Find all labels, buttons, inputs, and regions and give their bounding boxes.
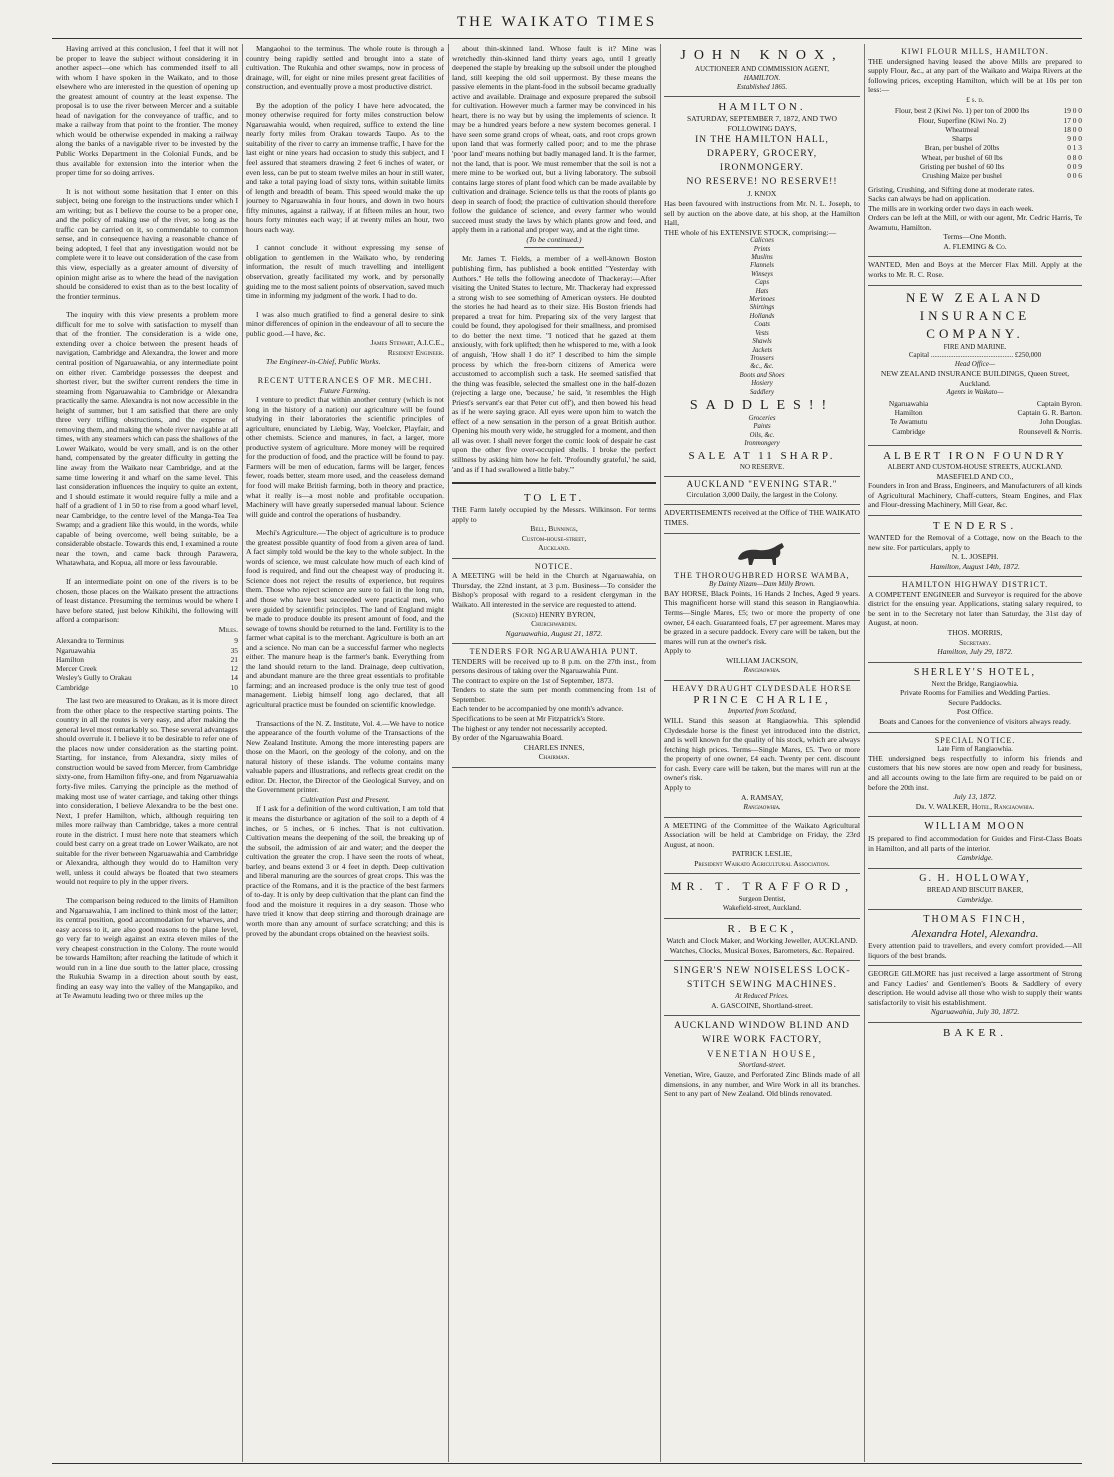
ad-date: Ngaruawahia, August 21, 1872.: [505, 628, 603, 638]
ad-text: Orders can be left at the Mill, or with our agent, Mr. Cedric Harris, Te Awamutu, Hamilton.: [868, 213, 1082, 232]
ad-subtitle: ALBERT AND CUSTOM-HOUSE STREETS, AUCKLAND.: [887, 463, 1063, 472]
article-paragraph: If I ask for a definition of the word cultivation, I am told that it means the disturbance or agitation of the soil to a depth of 4 inches, or 5 inches, or 6 inches. That is not cultivation. Cultivation means the deepening of the soil, the breaking up of the subsoil, the admission of air and water; and the deeper the cultivation the greater the crop. I have seen the roots of wheat, barley, and beans extend 3 or 4 feet in depth. Deep cultivation and liberal manuring are the sources of great crops. This was the practice of the Romans, and it is the practice of the best farmers of to-day. It is only by deep cultivation that the plant can find the food and the moisture it requires in a dry season. Those who have tried it know that deep stirring and thorough drainage are worth more than any amount of surface scratching; and this is proved by the abundant crops obtained on the heaviest soils.: [246, 804, 444, 938]
ad-text: WANTED, Men and Boys at the Mercer Flax Mill. Apply at the works to Mr. R. C. Rose.: [868, 260, 1082, 280]
masthead: THE WAIKATO TIMES: [456, 14, 658, 30]
ad-title: SINGER'S NEW NOISELESS LOCK-STITCH SEWING MACHINES.: [673, 966, 851, 991]
ad-tenders: [868, 516, 1082, 577]
ad-title: TENDERS.: [932, 520, 1018, 533]
ad-title: AUCKLAND "EVENING STAR.": [686, 479, 838, 490]
ad-title: NEW ZEALAND INSURANCE COMPANY.: [906, 289, 1044, 341]
ad-evening-star: [664, 477, 860, 505]
ad-window-blind: [664, 1016, 860, 1103]
ad-text: NEW ZEALAND INSURANCE BUILDINGS, Queen Street, Auckland.: [880, 368, 1070, 388]
ad-signature: Chairman.: [538, 752, 570, 762]
ad-subtitle: Surgeon Dentist,: [738, 895, 786, 904]
ad-text: By order of the Ngaruawahia Board.: [452, 733, 563, 743]
price-table: [868, 106, 1082, 180]
table-row: Hamilton 21: [56, 654, 238, 664]
ad-title: SPECIAL NOTICE.: [934, 735, 1016, 745]
ad-john-knox: [664, 44, 860, 97]
ad-text: The highest or any tender not necessarily accepted.: [452, 723, 608, 733]
ad-title: HAMILTON HIGHWAY DISTRICT.: [901, 580, 1049, 590]
ad-title: THE THOROUGHBRED HORSE WAMBA,: [674, 570, 850, 580]
ad-text: The mills are in working order two days in each week.: [868, 203, 1034, 213]
ad-special-notice: [868, 733, 1082, 818]
ad-subtitle: Wakefield-street, Auckland.: [722, 904, 802, 913]
ad-subtitle: AUCTIONEER AND COMMISSION AGENT,: [694, 65, 830, 73]
ad-title: HEAVY DRAUGHT CLYDESDALE HORSE: [672, 683, 852, 693]
ad-signature: A. FLEMING & Co.: [943, 241, 1007, 251]
ad-subtitle: At Reduced Prices.: [735, 992, 789, 1001]
ad-headline: Alexandra Hotel, Alexandra.: [911, 928, 1039, 941]
ad-signature: Bell, Bunnings,: [530, 524, 578, 534]
ad-reserve: NO RESERVE! NO RESERVE!!: [686, 177, 838, 188]
ad-singer: [664, 961, 860, 1016]
ad-subtitle: HAMILTON.: [743, 73, 781, 82]
table-row: Wheatmeal 18 0 0: [945, 124, 1082, 134]
ad-notice: [452, 559, 656, 644]
ad-text: Post Office.: [956, 707, 994, 717]
article-paragraph: If an intermediate point on one of the rivers is to be chosen, those places on the Waikato present the attractions of least distance. Presuming the terminus would be where I have before stated, just below Kihikihi, the following will afford a comparison:: [56, 576, 238, 625]
ad-signature: Rangiaowhia.: [743, 802, 781, 812]
ad-title: ALBERT IRON FOUNDRY: [883, 450, 1067, 463]
article-paragraph: Mechi's Agriculture.—The object of agriculture is to produce the greatest possible quantity of food from a given area of land. A fact simply told would be the key to the whole subject. In the words of science, we must calculate how much of each kind of food is required, and find out the cheapest way of producing it. Science does not reject the results of experience, but requires them. Those who reject science are sure to fail in the long run, and those who have best succeeded were practical men, who were guided by scientific principles. The land of England might be made to produce double its present amount of food, and the sewage of towns should be returned to the land. Fertility is to the farmer what capital is to the merchant. Agriculture is both an art and a science. No man can be a successful farmer who neglects either. The manure heap is the farmer's bank. Everything from the land should return to the land. Drainage, deep cultivation, and abundant manure are the three great essentials to profitable farming; and an increased produce is the only true test of good management. Liebig himself long ago declared, that all agricultural practice must be founded on scientific knowledge.: [246, 528, 444, 709]
ad-venue: IN THE HAMILTON HALL,: [695, 135, 829, 146]
ad-headline: MASEFIELD AND CO.,: [936, 471, 1014, 481]
article-paragraph: I was also much gratified to find a general desire to sink minor differences of opinion in the endeavour of all to secure the public good.—I have, &c.: [246, 309, 444, 338]
ad-subtitle: By Dainty Nizam—Dam Milly Brown.: [708, 580, 816, 589]
ad-subtitle: Late Firm of Rangiaowhia.: [937, 745, 1013, 754]
ad-title: BAKER.: [942, 1027, 1008, 1040]
ad-headline: PRINCE CHARLIE,: [693, 694, 831, 707]
ad-text: Apply to: [664, 782, 691, 792]
ad-signature: N. L. JOSEPH.: [951, 552, 999, 562]
section-subheading: Future Farming.: [319, 385, 371, 395]
ad-signature: PATRICK LESLIE,: [731, 849, 793, 859]
ad-signature: Custom-house-street,: [521, 533, 587, 543]
ad-text: Private Rooms for Families and Wedding Parties.: [899, 688, 1051, 698]
signature-title: Resident Engineer.: [387, 347, 444, 357]
ad-title: TENDERS FOR NGARUAWAHIA PUNT.: [469, 647, 639, 657]
table-row: Wheat, per bushel of 60 lbs 0 8 0: [921, 152, 1082, 162]
table-row: Te Awamutu John Douglas.: [889, 417, 1082, 427]
ad-sherleys-hotel: [868, 663, 1082, 733]
ad-text: WANTED for the Removal of a Cottage, now on the Beach to the new site. For particulars, apply to: [868, 533, 1082, 552]
ad-signature: Churchwarden.: [531, 619, 577, 629]
column-5: [868, 44, 1082, 1462]
table-row: Gristing per bushel of 60 lbs 0 0 9: [919, 162, 1082, 172]
ad-text: BAY HORSE, Black Points, 16 Hands 2 Inches, Aged 9 years. This magnificent horse will stand this season in Rangiaowhia. Terms—Single Mares, £5; two or more the property of one owner, £4 each. Guaranteed foals, £7 per agreement. Mares may be grazed in a secure paddock. Every care will be taken, but the mares will run at the owner's risk.: [664, 588, 860, 646]
ad-subtitle: Head Office—: [954, 360, 996, 369]
ad-highway-district: [868, 577, 1082, 662]
article-paragraph: Transactions of the N. Z. Institute, Vol. 4.—We have to notice the appearance of the fourth volume of the Transactions of the New Zealand Institute. Among the more interesting papers are those on the Maori, on the geology of the colony, and on the natural history of these islands. The volume contains many valuable papers and illustrations, and reflects great credit on the editor. Dr. Hector, the Director of the Geological Survey, and on the Government printer.: [246, 718, 444, 795]
ad-signature: WILLIAM JACKSON,: [726, 655, 798, 665]
ad-signature: A. GASCOINE, Shortland-street.: [711, 1000, 813, 1010]
ad-terms: Terms—One Month.: [943, 232, 1007, 242]
ad-text: IS prepared to find accommodation for Guides and First-Class Boats in Hamilton, and all parts of the interior.: [868, 834, 1082, 853]
ad-signature: THOS. MORRIS,: [947, 627, 1003, 637]
ad-place: Cambridge.: [956, 894, 994, 904]
horse-icon: [734, 541, 790, 567]
ad-text: Apply to: [664, 646, 691, 656]
ad-text: A COMPETENT ENGINEER and Surveyor is required for the above district for the ensuing year. Applications, stating salary required, to be sent in to the Secretary not later than Saturday, the 31st day of August, at noon.: [868, 589, 1082, 628]
masthead-rule: [52, 38, 1082, 39]
ad-beck: [664, 919, 860, 961]
ad-text: Secure Paddocks.: [948, 697, 1002, 707]
signature-addressee: The Engineer-in-Chief, Public Works.: [266, 357, 381, 367]
section-heading: RECENT UTTERANCES OF MR. MECHI.: [257, 375, 433, 385]
ad-tenders-punt: [452, 644, 656, 768]
ad-text: Founders in Iron and Brass, Engineers, and Manufacturers of all kinds of Agricultural Machinery, Chaff-cutters, Steam Engines, and Flax and Flour-dressing Machinery, Mill Gear, &c.: [868, 481, 1082, 510]
table-row: Sharps 9 0 0: [951, 134, 1082, 144]
table-row: Bran, per bushel of 20lbs 0 1 3: [924, 143, 1082, 153]
ad-text: The contract to expire on the 1st of September, 1873.: [452, 675, 614, 685]
ad-holloway: [868, 869, 1082, 910]
ad-subtitle: BREAD AND BISCUIT BAKER,: [926, 885, 1024, 894]
table-row: Flour, best 2 (Kiwi No. 1) per ton of 2000 lbs 19 0 0: [894, 106, 1082, 116]
ad-signature: President Waikato Agricultural Association.: [694, 858, 830, 868]
ad-to-let: [452, 488, 656, 559]
ad-title: THOMAS FINCH,: [923, 914, 1027, 926]
ad-text: Gristing, Crushing, and Sifting done at moderate rates.: [868, 184, 1035, 194]
ad-signature: A. RAMSAY,: [741, 792, 783, 802]
ad-gilmore: [868, 966, 1082, 1023]
ad-text: THE whole of his EXTENSIVE STOCK, comprising:—: [664, 227, 837, 237]
ad-signature: Auckland.: [538, 543, 570, 553]
ad-text: TENDERS will be received up to 8 p.m. on the 27th inst., from persons desirous of taking over the Ngaruawahia Punt.: [452, 656, 656, 676]
article-paragraph: It is not without some hesitation that I enter on this subject, being one foreign to the instructions under which I am writing; but as I believe the course to be a proper one, and the policy of making use of the river, so long as the traffic can be carried on it, so commendable to common sense, and in consequence having a reasonable chance of being adopted, I feel that any investigation would not be complete were it to leave out consideration of the case from this view, especially as a greater amount of diversity of opinion might arise as to where the head of the navigation should be considered to exist than as to the best locality of the frontier terminus.: [56, 186, 238, 301]
table-row: Cambridge 10: [56, 682, 238, 692]
table-row: Ngaruawahia 35: [56, 645, 238, 655]
ad-wanted-men: [868, 257, 1082, 285]
ad-date: Ngaruawahia, July 30, 1872.: [930, 1007, 1020, 1017]
ad-text: Sacks can always be had on application.: [868, 194, 991, 204]
ad-text: THE Farm lately occupied by the Messrs. Wilkinson. For terms apply to: [452, 505, 656, 524]
ad-meeting: [664, 818, 860, 875]
ad-date: July 13, 1872.: [953, 792, 997, 802]
ad-subtitle: Established 1865.: [736, 82, 788, 91]
ad-reserve: NO RESERVE.: [739, 462, 785, 471]
ad-subtitle: FIRE AND MARINE.: [943, 342, 1007, 351]
ad-text: THE undersigned begs respectfully to inform his friends and customers that his new stores are now open and ready for business, and all accounts owing to the late firm are required to be paid on or before the 20th inst.: [868, 753, 1082, 792]
ad-text: Circulation 3,000 Daily, the largest in the Colony.: [686, 489, 838, 499]
signature: James Stewart, A.I.C.E.,: [370, 338, 444, 348]
table-row: Alexandra to Terminus 9: [56, 636, 238, 646]
ad-william-moon: [868, 817, 1082, 869]
article-paragraph: Mr. James T. Fields, a member of a well-known Boston publishing firm, has published a book entitled "Yesterday with Authors." He tells the following anecdote of Thackeray:—After visiting the United States to lecture, Mr. Thackeray had expressed a strong wish to see something of American oysters. He doubted the stories he had heard as to their size. His Boston friends had prepared a treat for him. Preparing six of the very largest that could be found, they apologised for their smallness, and promised to do better the next time. "I noticed that he gazed at them anxiously, with fork uplifted; then he whispered to me, with a look of anguish, 'How shall I do it?' I described to him the simple process by which the free-born citizens of America were accustomed to accomplish such a task. He seemed satisfied that the thing was feasible, selected the smallest one in the half-dozen (rejecting a large one, 'because,' he said, 'it resembles the High Priest's servant's ear that Peter cut off'), and then bowed his head as if he were saying grace. All eyes were upon him to watch the effect of a new sensation in the person of a great British author. Opening his mouth very wide, he struggled for a moment, and then all was over. I shall never forget the comic look of despair he cast upon the other five over-occupied shells. I broke the perfect stillness by asking him how he felt. 'Profoundly grateful,' he said, 'and as if I had swallowed a little baby.'": [452, 254, 656, 474]
agents-table: [868, 399, 1082, 436]
ad-text: THE undersigned having leased the above Mills are prepared to supply Flour, &c., at any part of the Waikato and Waipa Rivers at the following prices, excepting Hamilton, which will be at 10s per ton less:—: [868, 56, 1082, 95]
distance-table: [56, 636, 238, 692]
ad-subtitle: Agents in Waikato—: [946, 388, 1004, 397]
ad-trafford: [664, 874, 860, 919]
ad-date: SATURDAY, SEPTEMBER 7, 1872, AND TWO FOLLOWING DAYS,: [686, 114, 838, 133]
ad-headline: SALE AT 11 SHARP.: [688, 449, 836, 462]
ad-baker: [868, 1023, 1082, 1045]
column-3: [452, 44, 656, 1462]
continued-note: (To be continued.): [526, 234, 582, 244]
table-header: Miles.: [218, 624, 238, 634]
ad-text: Specifications to be seen at Mr Fitzpatrick's Store.: [452, 714, 605, 723]
stock-list: Groceries Paints Oils, &c. Ironmongery: [744, 414, 780, 448]
table-row: Wesley's Gully to Orakau 14: [56, 673, 238, 683]
ad-text: Each tender to be accompanied by one month's advance.: [452, 704, 624, 714]
column-rule: [864, 44, 865, 1462]
ad-subtitle: Imported from Scotland,: [727, 707, 797, 716]
ad-signature: (Signed) HENRY BYRON,: [512, 609, 596, 619]
ad-title: G. H. HOLLOWAY,: [919, 872, 1031, 884]
column-2: [246, 44, 444, 1462]
table-row: Hamilton Captain G. R. Barton.: [894, 408, 1082, 418]
ad-text: A MEETING will be held in the Church at Ngaruawahia, on Thursday, the 22nd instant, at 3 p.m. Business—To consider the Bishop's proposal with regard to a resident clergyman in the Waikato. All interested in the service are requested to attend.: [452, 571, 656, 609]
ad-title: MR. T. TRAFFORD,: [670, 879, 854, 894]
column-rule: [660, 44, 661, 1462]
article-paragraph: I venture to predict that within another century (which is not long in the history of a nation) our agriculture will be found studying in their laboratories the scientific principles of agriculture, enunciated by Liebig, Way, Voelcker, Playfair, and other chemists. Science and manures, in fact, a larger, more productive system of agriculture. More money will be required for the production of food, and the practice will be found to pay. Farmers will be men of education, farms will be larger, fences fewer, roads better, steam more used, and the ceaseless demand for food will make British farming, both in theory and practice, what it really is—a most noble and profitable occupation. Machinery will have greatly superseded manual labour. Science will guide and control the operations of husbandry.: [246, 395, 444, 519]
ad-text: WILL Stand this season at Rangiaowhia. This splendid Clydesdale horse is the finest yet introduced into the district, and is well known for the quality of his stock, which are always fetching high prices. Terms—Single Mares, £5. Two or more the property of one owner, £4 each. Twenty per cent. discount for cash. Every care will be taken, but the mares will run at the owner's risk.: [664, 716, 860, 783]
ad-signature: CHARLES INNES,: [523, 742, 585, 752]
ad-title: KIWI FLOUR MILLS, HAMILTON.: [901, 47, 1049, 56]
ad-date: Hamilton, August 14th, 1872.: [930, 561, 1020, 571]
ad-signature: Secretary.: [959, 637, 991, 647]
article-paragraph: The last two are measured to Orakau, as it is more direct from the other place to the respective starting points. The country in all the routes is very easy, and after making the general level most remarkably so. These several advantages should overrule it. I believe it to be desirable to refer one of the places now under consideration as the starting point. Starting, for instance, from Alexandra, sixty miles of construction would be saved from Mercer, from Cambridge sixty-one, from Hamilton fifty-one, and from Ngaruawahia forty-five miles. Carrying the principle as the method of making most use of water carriage, and taking other things into consideration, I believe Alexandra to be the best one. Next, I prefer Hamilton, which, although requiring ten miles more railway than Cambridge, takes a more central route in the district. I must here note that steamers which could best carry on a great trade on Lower Waikato, are not suitable for the river between Ngaruawahia and Cambridge or Alexandra, although they would do to Hamilton very well, unless it could always be floated that two steamers would not require to ply in the upper rivers.: [56, 696, 238, 887]
ad-title: AUCKLAND WINDOW BLIND AND WIRE WORK FACTORY,: [674, 1021, 850, 1046]
ad-headline: SADDLES!!: [689, 397, 835, 413]
ad-horse-wamba: [664, 534, 860, 681]
table-row: Flour, Superfine (Kiwi No. 2) 17 0 0: [918, 115, 1082, 125]
ad-albert-foundry: [868, 446, 1082, 516]
article-paragraph: Mangaohoi to the terminus. The whole route is through a country being rapidly settled and brought into a state of cultivation. The Rukuhia and other swamps, now in process of drainage, will, for eight or nine miles present great facilities of construction, and eventually prove a most productive district.: [246, 44, 444, 92]
ad-nz-insurance: [868, 286, 1082, 446]
ad-text: GEORGE GILMORE has just received a large assortment of Strong and Fancy Ladies' and Gentlemen's Boots & Saddlery of every description. He would advise all those who wish to supply their wants satisfactorily to visit his establishment.: [868, 969, 1082, 1007]
article-paragraph: The comparison being reduced to the limits of Hamilton and Ngaruawahia, I am inclined to think most of the latter; its central position, good accommodation for wharves, and easy access to it, are also good reasons to the plane level, go very far to weigh against an extra eleven miles of the very cheapest construction in the Colony. The route would be towards Hamilton; after reaching the latitude of which it would run in a line due south to the latter place, crossing the Rukuhia Swamp in a direction about south by east, finding an easy way into the valley of the Mangapiko, and at Te Awamutu leading two or three miles up the: [56, 895, 238, 1001]
ad-title: JOHN KNOX,: [680, 48, 844, 63]
ad-auctioneer: J. KNOX: [747, 189, 777, 199]
article-paragraph: The inquiry with this view presents a problem more difficult for me to solve with satisfaction to myself than that of the frontier. The consideration is a wide one, extending over a choice between the present heads of navigation, Cambridge and Alexandra, the lower and more central position of Ngaruawahia, or any intermediate point on either river. Cambridge possesses the deepest and shortest river, but the swifter current renders the time in steaming from Ngaruawahia to Cambridge or Alexandra practically the same. Alexandra is not now accessible in the height of summer, but I am satisfied that there are only three very trifling obstructions, and the expense of removing them, and making the whole river navigable at all times, with any steamers which can pass the shallows of the Lower Waikato, would be very small, and is on the other hand, compensated by the greater difficulty in getting the line away from the Waikato near Cambridge, and at the same time lowering it and wharf on the same level. This last consideration influences the inquiry to quite an extent, and I should estimate it would require fully a mile and a half of a gradient of 1 in 50 to rise from a good wharf level, near Cambridge, to the centre level of the Manga-Tea Tea Swamp; and a gradient like this would, in the words, while capable of being overcome, well being suitable, be a considerable obstacle. Towards this end, I examined a route near the town, and came back through Parawera, Whatawhata, and Kopua, all more or less favourable.: [56, 310, 238, 568]
ad-text: Watch and Clock Maker, and Working Jeweller, AUCKLAND. Watches, Clocks, Musical Boxes, Barometers, &c. Repaired.: [666, 935, 858, 955]
article-paragraph: By the adoption of the policy I have here advocated, the money otherwise required for forty miles construction below Ngaruawahia would, when required, suffice to extend the line nearly forty miles from Orakau towards Taupo. As to the suitability of the river to carry an immense traffic, I have for the last eight or nine years had occasion to study this subject, and I feel assured that steamers drawing 2 feet 6 inches of water, or even less, can be put to steam twelve miles an hour in still water, and take a total paying load of sixty tons, within suitable limits of length and breadth of beam. This speed would make the up journey to Ngaruawahia in four hours, and down in two hours fifty minutes, against a railway, if at fifteen miles an hour, two hours forty minutes each way; if at twenty miles an hour, two hours each way.: [246, 100, 444, 234]
ad-subtitle: Next the Bridge, Rangiaowhia.: [931, 679, 1019, 688]
ad-headline: VENETIAN HOUSE,: [707, 1049, 817, 1060]
article-paragraph: I cannot conclude it without expressing my sense of obligation to gentlemen in the Waikato who, by rendering information, the result of much travelling and intelligent observation, greatly facilitated my work, and by personally guiding me to the most salient points of observation, saved much time in informing my judgment of the work. I had to do.: [246, 243, 444, 301]
article-paragraph: Having arrived at this conclusion, I feel that it will not be proper to leave the subject without considering it in another aspect—one which has commended itself to all with whom I have spoken in the Waikato, and to those elsewhere who are interested in the question of opening up the greatest amount of country at the least expense. The proposal is to use the river between Mercer and a suitable head of navigation for the conveyance of traffic, and to make a railway from that point to the frontier. The money which would be otherwise expended in making a railway along the banks of a navigable river to be invested by the Public Works Department in the Colonial Funds, and be thus available for extension into the interior when the proper time for so doing arrives.: [56, 44, 238, 178]
column-rule: [242, 44, 243, 1462]
ad-text: Tenders to state the sum per month commencing from 1st of September.: [452, 685, 656, 704]
ad-kiwi-flour-mills: [868, 44, 1082, 257]
ad-title: WILLIAM MOON: [924, 821, 1026, 833]
section-subheading: Cultivation Past and Present.: [300, 794, 390, 804]
column-4: [664, 44, 860, 1462]
article-paragraph: about thin-skinned land. Whose fault is it? Mine was wretchedly thin-skinned land thirty years ago, until I greatly deepened the staple by breaking up the subsoil under the ploughed land, still keeping the old soil uppermost. By these means the passive elements in the plant-food in the subsoil became gradually active and available. Drainage and exposure prepared the subsoil for cultivation. However much a farmer may be convinced in his heart, there is no way but by using the implements of science. It may be a hundred years before a new system becomes general. I have seen some grand crops of wheat, oats, and root crops grown upon land that was formerly called poor; and to me the phrase 'poor land' means nothing but badly managed land. It is the farmer, not the land, that is poor. We must remember that the soil is not a mere mine to be worked out, but a living laboratory. The subsoil contains large stores of plant food which can be made available by cultivation and drainage. Science tells us that the roots of plants go deep in search of food; the practice of cultivation should therefore follow the guidance of science, and every farmer who would succeed must study the laws by which plants grow and feed, and apply them in a rational and proper way, and at the right time.: [452, 44, 656, 235]
column-1: [56, 44, 238, 1462]
ad-thomas-finch: [868, 910, 1082, 966]
ad-text: Has been favoured with instructions from Mr. N. L. Joseph, to sell by auction on the above date, at his shop, at the Hamilton Hall,: [664, 199, 860, 228]
ad-title: R. BECK,: [727, 922, 797, 935]
ad-text: A MEETING of the Committee of the Waikato Agricultural Association will be held at Cambridge on Friday, the 23rd August, at noon.: [664, 820, 860, 849]
stock-list: Calicoes Prints Muslins Flannels Winseys Caps Hats Merinoes Shirtings Hollands Coats Vests Shawls Jackets Trousers &c., &c. Boots and Shoes Hosiery Saddlery: [739, 237, 785, 396]
table-row: Mercer Creek 12: [56, 664, 238, 674]
ad-title: TO LET.: [523, 492, 585, 505]
table-row: Ngaruawahia Captain Byron.: [888, 398, 1082, 408]
ad-signature: Dr. V. WALKER, Hotel, Rangiaowhia.: [915, 801, 1035, 811]
ad-text: ADVERTISEMENTS received at the Office of THE WAIKATO TIMES.: [664, 508, 860, 527]
ad-subtitle: Shortland-street.: [738, 1061, 786, 1070]
ad-date: Hamilton, July 29, 1872.: [937, 647, 1013, 657]
table-row: Crushing Maize per bushel 0 0 6: [922, 171, 1082, 181]
ad-prince-charlie: [664, 681, 860, 818]
ad-advertisements: [664, 505, 860, 533]
ad-title: NOTICE.: [534, 561, 574, 571]
ad-place: Cambridge.: [956, 853, 994, 863]
table-row: Cambridge Rounsevell & Norris.: [892, 426, 1082, 436]
ad-goods: DRAPERY, GROCERY, IRONMONGERY.: [706, 149, 818, 174]
ad-text: Boats and Canoes for the convenience of visitors always ready.: [879, 717, 1071, 727]
ad-title: SHERLEY'S HOTEL,: [913, 666, 1037, 678]
table-header: £ s. d.: [966, 94, 984, 104]
footer-rule: [52, 1463, 1082, 1464]
column-rule: [448, 44, 449, 1462]
ad-title: HAMILTON.: [718, 101, 806, 114]
ad-capital: Capital ............................................... £250,000: [908, 351, 1042, 360]
ad-signature: Rangiaowhia.: [743, 665, 781, 675]
ad-text: Venetian, Wire, Gauze, and Perforated Zinc Blinds made of all dimensions, in any number, and Wire Work in all its branches. Sent to any part of New Zealand. Old blinds renovated.: [664, 1070, 860, 1099]
ad-text: Every attention paid to travellers, and every comfort provided.—All liquors of the best brands.: [868, 941, 1082, 960]
ad-sale: [664, 97, 860, 477]
